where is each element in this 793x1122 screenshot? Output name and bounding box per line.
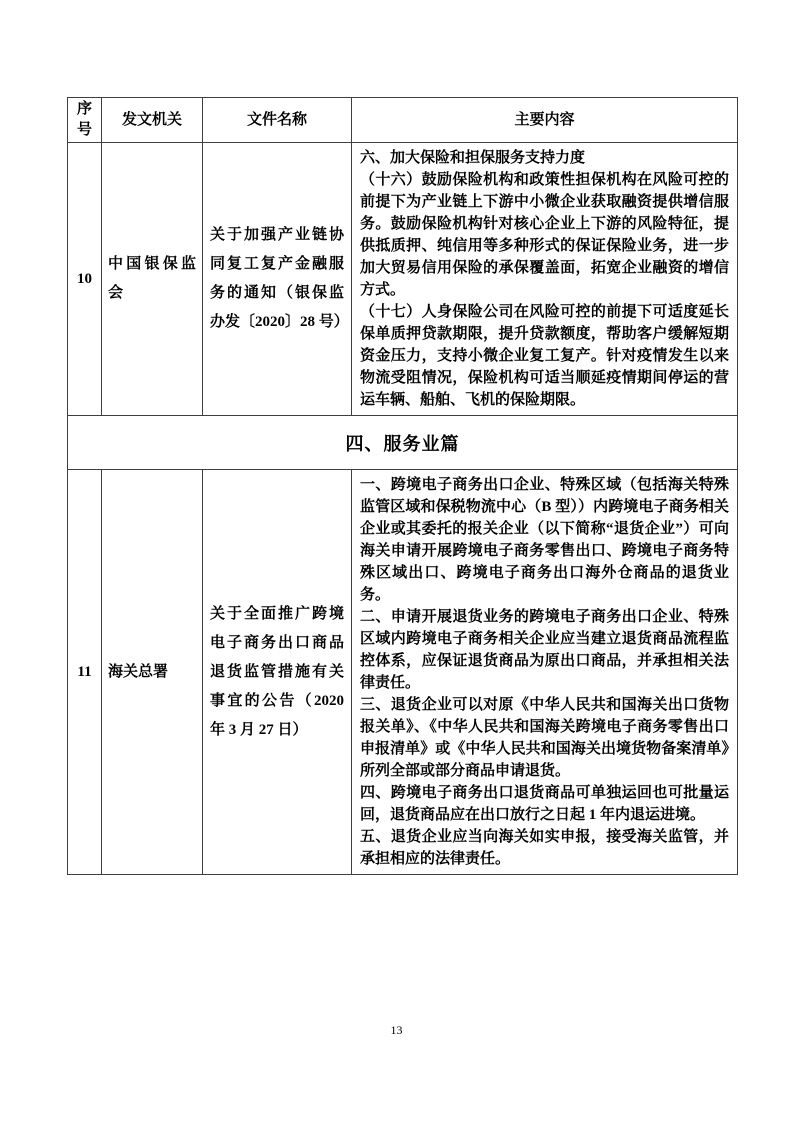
page-number: 13 <box>390 1023 403 1037</box>
content-paragraph: 一、跨境电子商务出口企业、特殊区域（包括海关特殊监管区域和保税物流中心（B 型））内跨境电子商务相关企业或其委托的报关企业（以下简称“退货企业”）可向海关申请开展跨境电子商务零售出口、跨境电子商务特殊区域出口、跨境电子商务出口海外仓商品的退货业务。 <box>360 477 729 603</box>
content-paragraph: 六、加大保险和担保服务支持力度 <box>360 150 586 166</box>
issuing-agency: 中国银保监会 <box>102 143 203 416</box>
table-header-row <box>68 98 738 143</box>
header-cell-agency: 发文机关 <box>102 98 203 143</box>
main-content-cell <box>352 470 738 875</box>
document-name: 关于加强产业链协同复工复产金融服务的通知（银保监办发〔2020〕28 号） <box>203 143 352 416</box>
content-paragraph: 五、退货企业应当向海关如实申报，接受海关监管，并承担相应的法律责任。 <box>360 829 729 867</box>
issuing-agency: 海关总署 <box>102 470 203 875</box>
header-cell-number: 序号 <box>68 98 102 143</box>
table-row <box>68 143 738 416</box>
section-title: 四、服务业篇 <box>68 416 738 470</box>
content-paragraph: 二、申请开展退货业务的跨境电子商务出口企业、特殊区域内跨境电子商务相关企业应当建立退货商品流程监控体系，应保证退货商品为原出口商品，并承担相关法律责任。 <box>360 609 729 691</box>
row-number: 11 <box>68 470 102 875</box>
header-cell-main-content: 主要内容 <box>352 98 738 143</box>
content-paragraph: 三、退货企业可以对原《中华人民共和国海关出口货物报关单》、《中华人民共和国海关跨境电子商务零售出口申报清单》或《中华人民共和国海关出境货物备案清单》所列全部或部分商品申请退货。 <box>360 697 729 779</box>
document-name: 关于全面推广跨境电子商务出口商品退货监管措施有关事宜的公告（2020 年 3 月 27 日） <box>203 470 352 875</box>
content-paragraph: （十六）鼓励保险机构和政策性担保机构在风险可控的前提下为产业链上下游中小微企业获取融资提供增信服务。鼓励保险机构针对核心企业上下游的风险特征，提供抵质押、纯信用等多种形式的保证保险业务，进一步加大贸易信用保险的承保覆盖面，拓宽企业融资的增信方式。 <box>360 172 729 298</box>
row-number: 10 <box>68 143 102 416</box>
content-paragraph: 四、跨境电子商务出口退货商品可单独运回也可批量运回，退货商品应在出口放行之日起 1 年内退运进境。 <box>360 785 729 823</box>
main-content-cell <box>352 143 738 416</box>
table-row <box>68 470 738 875</box>
header-cell-doc-name: 文件名称 <box>203 98 352 143</box>
section-header-row <box>68 416 738 470</box>
content-paragraph: （十七）人身保险公司在风险可控的前提下可适度延长保单质押贷款期限，提升贷款额度，帮助客户缓解短期资金压力，支持小微企业复工复产。针对疫情发生以来物流受阻情况，保险机构可适当顺延疫情期间停运的营运车辆、船舶、飞机的保险期限。 <box>360 304 729 408</box>
regulations-table <box>67 97 738 875</box>
